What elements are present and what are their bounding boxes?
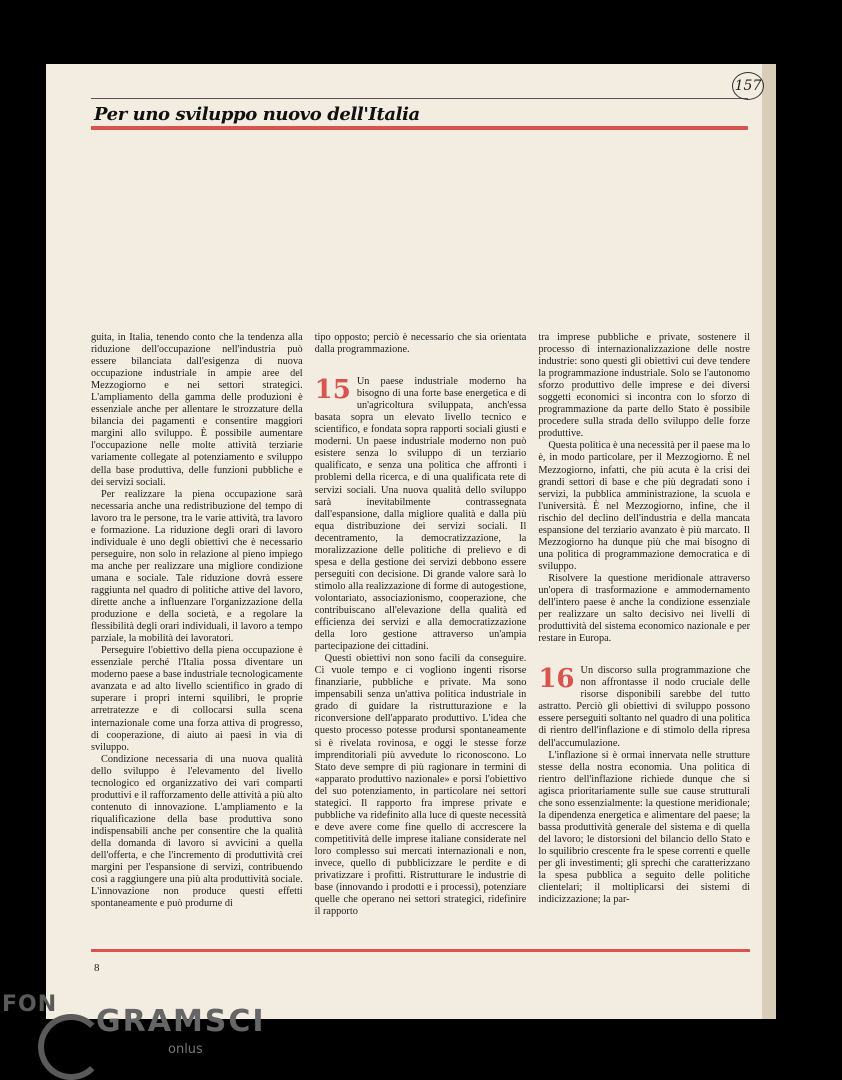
paragraph: Questa politica è una necessità per il paese ma lo è, in modo particolare, per il Mezzogiorno. È nel Mezzogiorno, infatti, che più acuta è la crisi dei grandi settori di base e che più degradati sono i servizi, la pubblica amministrazione, la scuola e l'università. È nel Mezzogiorno, infine, che il rischio del declino dell'industria e della mancata espansione del terziario avanzato è più marcato. Il Mezzogiorno ha dunque più che mai bisogno di una politica di programmazione democratica e di sviluppo. [538, 440, 751, 572]
section-number: 15 [314, 375, 351, 406]
top-rule [91, 98, 748, 99]
paragraph: tipo opposto; perciò è necessario che sia orientata dalla programmazione. [314, 332, 527, 356]
watermark-onlus-text: onlus [168, 1042, 203, 1057]
watermark-ring-icon [38, 1014, 104, 1080]
document-page [46, 64, 776, 1019]
section-15 [315, 376, 527, 653]
paragraph: Condizione necessaria di una nuova qualità dello sviluppo è l'elevamento del livello tecnologico ed organizzativo dei vari comparti produttivi e il rafforzamento delle attività a più alto contenuto di innovazione. L'ampliamento e la riqualificazione della base produttiva sono indispensabili anche per consentire che la qualità della domanda di lavoro si avvicini a quella dell'offerta, e che l'incremento di produttività crei margini per l'espansione di servizi, contribuendo così a raggiungere una più alta produttività sociale. L'innovazione non produce questi effetti spontaneamente e può produrne di [91, 753, 303, 910]
column-1 [91, 332, 303, 918]
handwritten-page-mark: 157 [732, 72, 764, 100]
gramsci-watermark-logo [0, 986, 842, 1080]
paragraph: Perseguire l'obiettivo della piena occupazione è essenziale perché l'Italia possa diventare un moderno paese a base industriale tecnologicamente avanzata e ad alto livello scientifico in grado di superare i propri interni squilibri, le proprie arretratezze e di collocarsi sulla scena internazionale come una forza attiva di progresso, di cooperazione, di aiuto ai paesi in via di sviluppo. [91, 645, 303, 753]
column-2 [315, 332, 527, 918]
column-3 [538, 332, 750, 918]
section-number: 16 [538, 664, 575, 695]
watermark-gramsci-text: GRAMSCI [96, 1004, 266, 1039]
title-red-rule [91, 126, 748, 130]
paragraph: Questi obiettivi non sono facili da conseguire. Ci vuole tempo e ci vogliono ingenti risorse finanziarie, pubbliche e private. Ma sono impensabili senza un'attiva politica industriale in grado di guidare la ristrutturazione e la riconversione dell'apparato produttivo. L'idea che questo processo potesse prodursi spontaneamente si è rivelata rovinosa, e oggi le stesse forze imprenditoriali più avvedute lo riconoscono. Lo Stato deve sempre di più ragionare in termini di «apparato produttivo nazionale» e porsi l'obiettivo del suo potenziamento, in particolare nei settori stategici. Il rapporto fra imprese private e pubbliche va ridefinito alla luce di queste necessità e deve avere come fine quello di accrescere la competitività delle imprese italiane considerate nel loro complesso sui mercati internazionali e non, invece, quello di pubblicizzare le perdite e di privatizzare i profitti. Ristrutturare le industrie di base (innovando i prodotti e i processi), potenziare quelle che operano nei settori strategici, ridefinire il rapporto [314, 653, 527, 918]
paragraph: Un discorso sulla programmazione che non affrontasse il nodo cruciale delle risorse disponibili sarebbe del tutto astratto. Perciò gli obiettivi di sviluppo possono essere perseguiti soltanto nel quadro di una politica di rientro dell'inflazione e di stimolo della ripresa dell'accumulazione. [538, 665, 751, 749]
paragraph: L'inflazione si è ormai innervata nelle strutture stesse della nostra economia. Una politica di rientro dell'inflazione richiede dunque che si agisca prioritariamente sulle sue cause strutturali che sono essenzialmente: la questione meridionale; la dipendenza energetica e alimentare del paese; la bassa produttività generale del sistema e di quella del lavoro; le distorsioni del bilancio dello Stato e lo squilibrio crescente fra le spese correnti e quelle per gli investimenti; gli sprechi che caratterizzano la spesa pubblica a seguito delle politiche clientelari; il moltiplicarsi dei sistemi di indicizzazione; la par- [538, 749, 751, 906]
page-title: Per uno sviluppo nuovo dell'Italia [94, 104, 420, 125]
paragraph: Un paese industriale moderno ha bisogno di una forte base energetica e di un'agricoltura sviluppata, anch'essa basata sopra un elevato livello tecnico e scientifico, e fondata sopra rapporti sociali giusti e moderni. Un paese industriale moderno non può esistere senza lo sviluppo di un terziario qualificato, e senza una politica che affronti i problemi della ricerca, e di una qualificata rete di servizi sociali. Una nuova qualità dello sviluppo sarà inevitabilmente contrassegnata dall'espansione, dalla migliore qualità e dalla più equa distribuzione dei servizi sociali. Il decentramento, la democratizzazione, la moralizzazione delle politiche di prelievo e di spesa e della gestione dei servizi debbono essere perseguiti con decisione. Di grande valore sarà lo stimolo alla realizzazione di forme di autogestione, volontariato, associazionismo, cooperazione, che contribuiscano all'elevazione della qualità ed efficienza dei servizi e alla democratizzazione della loro gestione attraverso un'ampia partecipazione dei cittadini. [314, 376, 527, 653]
page-number: 8 [94, 962, 100, 974]
watermark-fon-text: FON [2, 992, 58, 1017]
paragraph: tra imprese pubbliche e private, sostenere il processo di internazionalizzazione delle nostre industrie: sono questi gli obiettivi cui deve tendere la programmazione industriale. Solo se l'autonomo sforzo produttivo delle imprese e dei diversi soggetti economici si incontra con lo sforzo di programmazione da parte dello Stato è possibile procedere sulla strada dello sviluppo delle forze produttive. [538, 332, 751, 440]
text-columns [91, 332, 750, 918]
bottom-red-rule [91, 949, 750, 952]
paragraph: Risolvere la questione meridionale attraverso un'opera di trasformazione e ammodernamento dell'intero paese è anche la condizione essenziale per realizzare un salto decisivo nei livelli di produttività del sistema economico nazionale e per restare in Europa. [538, 572, 751, 645]
paragraph: guita, in Italia, tenendo conto che la tendenza alla riduzione dell'occupazione nell'industria può essere bilanciata dall'esigenza di nuova occupazione industriale in ampie aree del Mezzogiorno e nei settori strategici. L'ampliamento della gamma delle produzioni è essenziale anche per allentare le strozzature della bilancia dei pagamenti e consentire maggiori margini allo sviluppo. È possibile aumentare l'occupazione nelle molte attività terziarie variamente collegate al potenziamento e sviluppo della base produttiva, delle funzioni pubbliche e dei servizi sociali. [91, 332, 303, 488]
section-16 [538, 665, 750, 749]
page-edge-strip [762, 64, 776, 1019]
paragraph: Per realizzare la piena occupazione sarà necessaria anche una redistribuzione del tempo di lavoro tra le persone, tra le varie attività, tra lavoro e formazione. La riduzione degli orari di lavoro individuale è uno degli obiettivi che è necessario perseguire, non solo in relazione al pieno impiego ma anche per realizzare una migliore condizione umana e sociale. Tale riduzione dovrà essere raggiunta nel quadro di politiche attive del lavoro, dirette anche a influenzare l'organizzazione della produzione e della società, e a regolare la flessibilità degli orari individuali, il lavoro a tempo parziale, la mobilità dei lavoratori. [91, 488, 303, 645]
